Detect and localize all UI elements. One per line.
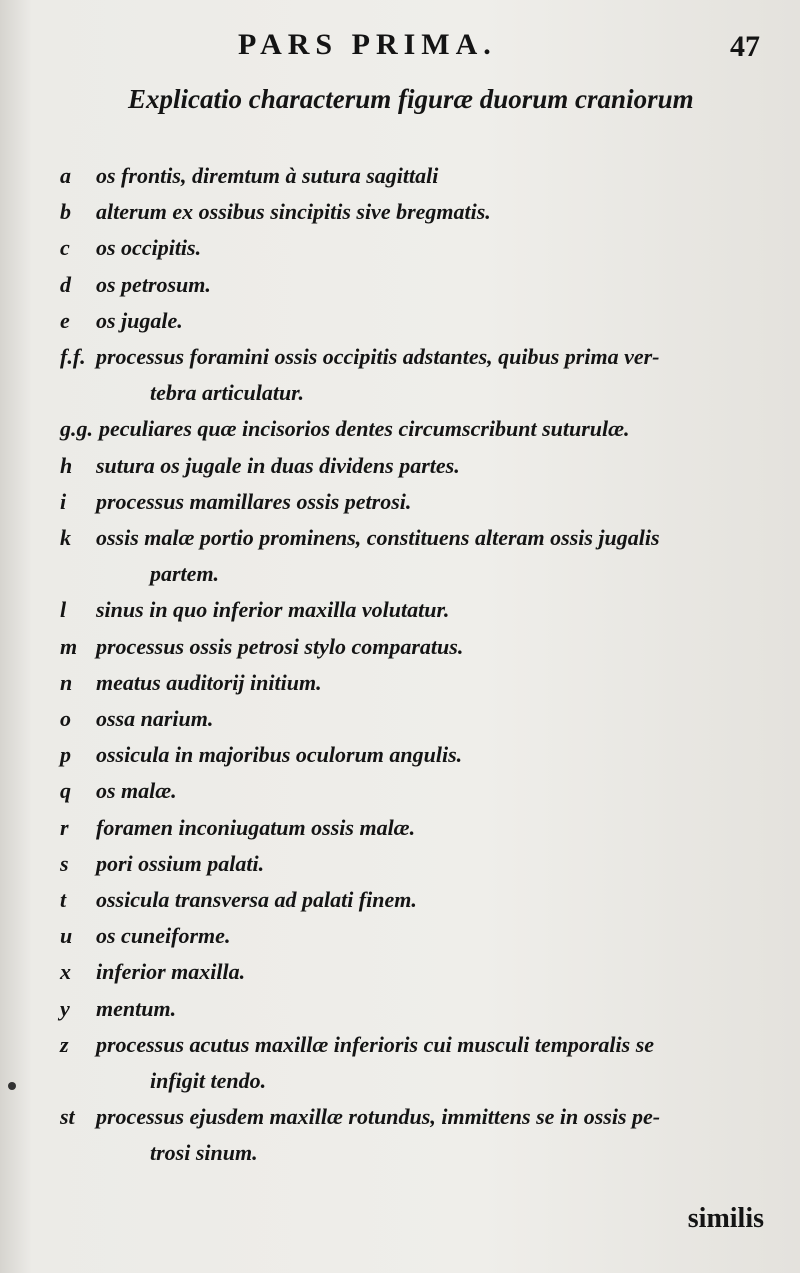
legend-description-text: os cuneiforme.: [96, 923, 231, 949]
legend-heading: Explicatio characterum figuræ duorum craniorum: [128, 84, 694, 114]
legend-description: [96, 339, 770, 411]
legend-description-continuation: trosi sinum.: [150, 1140, 258, 1166]
legend-entry: [60, 484, 770, 520]
legend-entry: [60, 810, 770, 846]
legend-description: [96, 991, 770, 1027]
legend-description: [96, 882, 770, 918]
legend-entry: [60, 701, 770, 737]
legend-description-text: inferior maxilla.: [96, 959, 246, 985]
legend-entry: [60, 592, 770, 628]
legend-entry: [60, 411, 770, 447]
legend-key: h: [60, 452, 73, 478]
legend-description-text: os petrosum.: [96, 271, 211, 297]
legend-description-text: foramen inconiugatum ossis malæ.: [96, 814, 416, 840]
legend-description-text: ossis malæ portio prominens, constituens alteram ossis jugalis: [96, 525, 660, 551]
legend-description-continuation: partem.: [150, 561, 220, 587]
legend-description-text: processus foramini ossis occipitis adstantes, quibus prima ver-: [96, 344, 660, 370]
legend-description: [96, 520, 770, 592]
legend-description: [96, 773, 770, 809]
legend-key: e: [60, 307, 70, 333]
legend-entry: [60, 1099, 770, 1171]
legend-entry: [60, 158, 770, 194]
legend-description-text: os frontis, diremtum à sutura sagittali: [96, 163, 439, 188]
legend-description: [96, 918, 770, 954]
legend-description: [96, 158, 770, 194]
legend-key: u: [60, 923, 73, 949]
legend-key: k: [60, 525, 71, 551]
legend-description: [96, 267, 770, 303]
legend-description: [96, 1099, 770, 1171]
ink-spot: [8, 1082, 16, 1090]
legend-description: [96, 230, 770, 266]
legend-key: st: [60, 1104, 75, 1130]
legend-description: [96, 701, 770, 737]
legend-description-text: ossa narium.: [96, 706, 214, 732]
legend-description-text: os jugale.: [96, 307, 183, 333]
legend-description: [96, 810, 770, 846]
legend-key: t: [60, 887, 67, 913]
running-head: PARS PRIMA.: [238, 28, 497, 61]
legend-description-text: processus ossis petrosi stylo comparatus.: [96, 633, 464, 659]
legend-description-text: mentum.: [96, 995, 177, 1021]
legend-entry: [60, 520, 770, 592]
legend-key: b: [60, 199, 71, 225]
legend-description-continuation: tebra articulatur.: [150, 380, 305, 406]
legend-entry: [60, 954, 770, 990]
legend-description-text: alterum ex ossibus sincipitis sive bregmatis.: [96, 199, 491, 225]
legend-key: c: [60, 235, 70, 261]
legend-entry: [60, 230, 770, 266]
legend-entry: [60, 194, 770, 230]
legend-description: [96, 846, 770, 882]
legend-description-text: ossicula transversa ad palati finem.: [96, 887, 417, 913]
legend-key: r: [60, 814, 69, 840]
legend-description-text: peculiares quæ incisorios dentes circumscribunt suturulæ.: [99, 416, 630, 442]
legend-description: [96, 303, 770, 339]
legend-entry: [60, 267, 770, 303]
legend-entry: [60, 991, 770, 1027]
catchword: similis: [687, 1203, 764, 1234]
legend-key: x: [60, 959, 71, 985]
legend-description: [96, 629, 770, 665]
legend-description-text: sutura os jugale in duas dividens partes.: [96, 452, 460, 478]
legend-description-text: processus mamillares ossis petrosi.: [96, 488, 412, 514]
legend-description-text: os malæ.: [96, 778, 177, 804]
legend-description-text: os occipitis.: [96, 235, 202, 261]
legend-key: p: [60, 742, 71, 768]
legend-key: g.g.: [60, 416, 93, 442]
legend-key: o: [60, 706, 71, 732]
legend-key: n: [60, 669, 73, 695]
legend-entry: [60, 303, 770, 339]
legend-entry: [60, 882, 770, 918]
legend-description: [96, 1027, 770, 1099]
legend-key: f.f.: [60, 344, 86, 370]
legend-entry: [60, 737, 770, 773]
legend-entry: [60, 629, 770, 665]
legend-key: m: [60, 633, 78, 659]
legend-description: [96, 954, 770, 990]
legend-description: [96, 665, 770, 701]
legend-description: [96, 592, 770, 628]
legend-key: i: [60, 488, 67, 514]
legend-description: [96, 737, 770, 773]
legend-key: l: [60, 597, 67, 623]
legend-description-text: sinus in quo inferior maxilla volutatur.: [96, 597, 450, 623]
legend-entry: [60, 339, 770, 411]
legend-description: [99, 411, 770, 447]
legend-description-text: meatus auditorij initium.: [96, 669, 322, 695]
legend-description: [96, 448, 770, 484]
legend-key: a: [60, 163, 71, 188]
legend-entry: [60, 846, 770, 882]
legend-description-text: pori ossium palati.: [96, 850, 265, 876]
legend-description-continuation: infigit tendo.: [150, 1068, 267, 1094]
legend-key: z: [60, 1031, 69, 1057]
legend-entry: [60, 448, 770, 484]
legend-description-text: processus acutus maxillæ inferioris cui musculi temporalis se: [96, 1031, 655, 1057]
legend-list: [60, 158, 770, 1172]
page-number: 47: [730, 30, 760, 63]
legend-key: s: [60, 850, 69, 876]
legend-key: y: [60, 995, 70, 1021]
legend-description: [96, 484, 770, 520]
legend-description-text: ossicula in majoribus oculorum angulis.: [96, 742, 463, 768]
legend-description-text: processus ejusdem maxillæ rotundus, immittens se in ossis pe-: [96, 1104, 661, 1130]
legend-key: q: [60, 778, 71, 804]
legend-entry: [60, 773, 770, 809]
legend-entry: [60, 918, 770, 954]
legend-entry: [60, 1027, 770, 1099]
legend-key: d: [60, 271, 71, 297]
legend-entry: [60, 665, 770, 701]
legend-description: [96, 194, 770, 230]
